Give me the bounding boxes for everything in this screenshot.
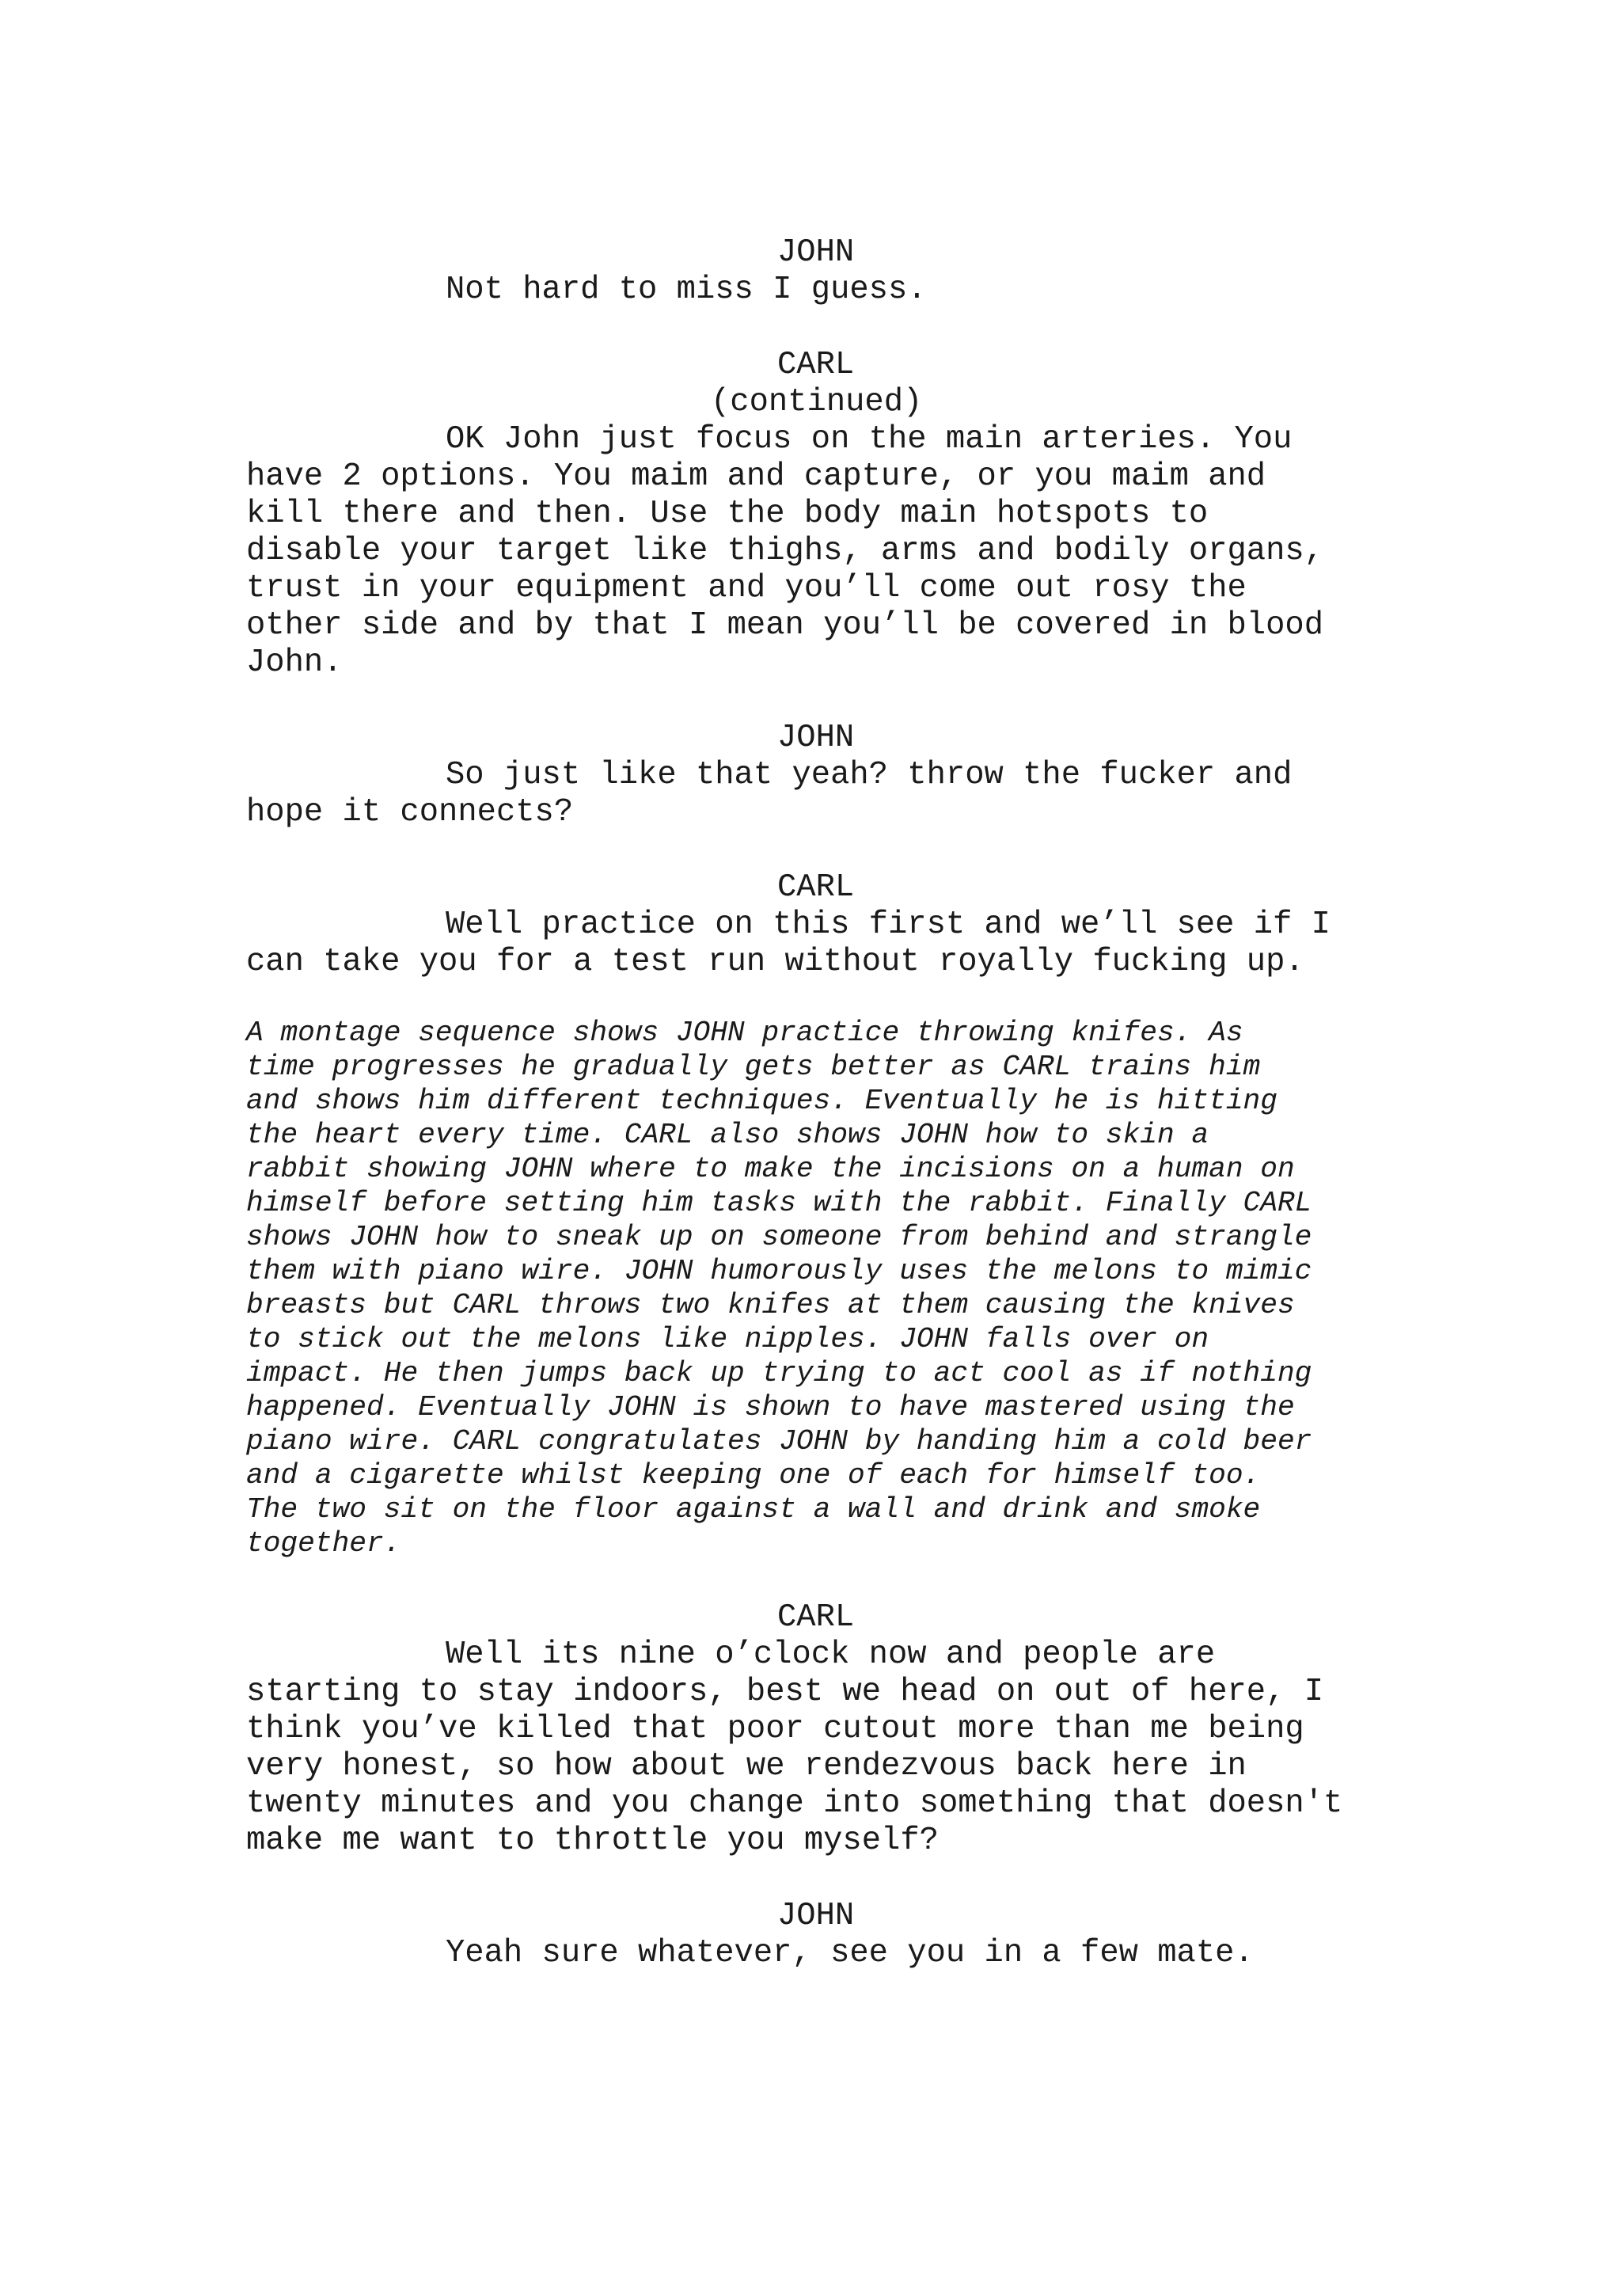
dialogue-line: think you’ve killed that poor cutout more than me being xyxy=(246,1711,1304,1747)
action-line: shows JOHN how to sneak up on someone from behind and strangle xyxy=(246,1221,1312,1253)
character-name: CARL xyxy=(777,347,855,383)
dialogue-line: trust in your equipment and you’ll come out rosy the xyxy=(246,570,1247,606)
action-line: rabbit showing JOHN where to make the incisions on a human on xyxy=(246,1153,1295,1185)
action-line: breasts but CARL throws two knifes at them causing the knives xyxy=(246,1289,1295,1321)
dialogue-line: very honest, so how about we rendezvous back here in xyxy=(246,1748,1247,1785)
character-name: CARL xyxy=(777,869,855,906)
action-line: happened. Eventually JOHN is shown to have mastered using the xyxy=(246,1391,1295,1424)
dialogue-line: Yeah sure whatever, see you in a few mate. xyxy=(446,1935,1254,1971)
dialogue-line: disable your target like thighs, arms and bodily organs, xyxy=(246,533,1324,569)
dialogue-line: Not hard to miss I guess. xyxy=(446,272,927,308)
dialogue-line: Well its nine o’clock now and people are xyxy=(446,1636,1216,1673)
action-line: A montage sequence shows JOHN practice throwing knifes. As xyxy=(246,1017,1243,1049)
parenthetical: (continued) xyxy=(711,384,923,420)
action-line: piano wire. CARL congratulates JOHN by handing him a cold beer xyxy=(246,1425,1312,1458)
dialogue-line: have 2 options. You maim and capture, or you maim and xyxy=(246,458,1266,495)
character-name: JOHN xyxy=(777,720,855,756)
character-name: JOHN xyxy=(777,1898,855,1934)
action-line: to stick out the melons like nipples. JOHN falls over on xyxy=(246,1323,1209,1355)
dialogue-line: starting to stay indoors, best we head on out of here, I xyxy=(246,1674,1324,1710)
action-line: the heart every time. CARL also shows JOHN how to skin a xyxy=(246,1119,1209,1151)
character-name: JOHN xyxy=(777,234,855,271)
dialogue-line: other side and by that I mean you’ll be covered in blood xyxy=(246,607,1324,644)
dialogue-line: Well practice on this first and we’ll see if I xyxy=(446,907,1331,943)
dialogue-line: OK John just focus on the main arteries. You xyxy=(446,421,1293,458)
dialogue-line: can take you for a test run without royally fucking up. xyxy=(246,944,1304,980)
action-line: impact. He then jumps back up trying to act cool as if nothing xyxy=(246,1357,1312,1389)
character-name: CARL xyxy=(777,1599,855,1636)
dialogue-line: make me want to throttle you myself? xyxy=(246,1823,939,1859)
dialogue-line: So just like that yeah? throw the fucker and xyxy=(446,757,1293,793)
dialogue-line: twenty minutes and you change into something that doesn't xyxy=(246,1785,1343,1822)
action-line: and shows him different techniques. Eventually he is hitting xyxy=(246,1085,1277,1117)
action-line: them with piano wire. JOHN humorously uses the melons to mimic xyxy=(246,1255,1312,1287)
action-line: and a cigarette whilst keeping one of each for himself too. xyxy=(246,1459,1261,1492)
action-line: time progresses he gradually gets better as CARL trains him xyxy=(246,1051,1261,1083)
dialogue-line: hope it connects? xyxy=(246,794,574,831)
action-line: The two sit on the floor against a wall and drink and smoke xyxy=(246,1493,1261,1526)
action-line: himself before setting him tasks with the rabbit. Finally CARL xyxy=(246,1187,1312,1219)
action-line: together. xyxy=(246,1527,401,1560)
dialogue-line: John. xyxy=(246,644,343,681)
dialogue-line: kill there and then. Use the body main hotspots to xyxy=(246,496,1209,532)
